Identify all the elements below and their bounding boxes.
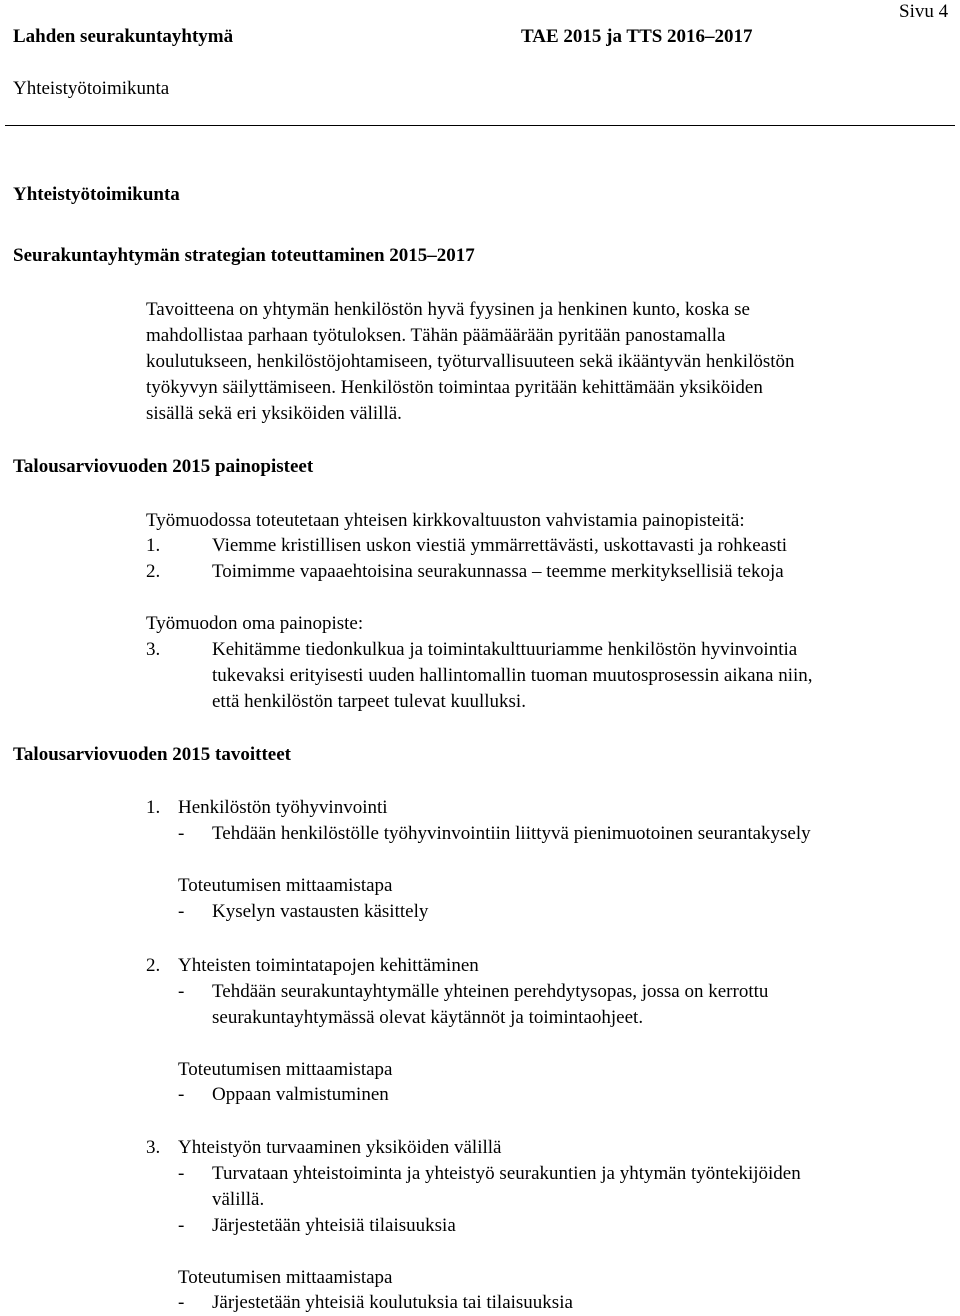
header-page-label: Sivu 4 <box>899 1 949 22</box>
own-focus-label: Työmuodon oma painopiste: <box>146 613 364 634</box>
bullet-dash: - <box>178 1084 185 1105</box>
goal-title: Yhteisten toimintatapojen kehittäminen <box>178 955 479 976</box>
goal-number: 2. <box>146 955 161 976</box>
goal-title: Yhteistyön turvaaminen yksiköiden välillä <box>178 1137 502 1158</box>
own-focus-text: tukevaksi erityisesti uuden hallintomallin tuoman muutosprosessin aikana niin, <box>212 665 813 686</box>
header-organization: Lahden seurakuntayhtymä <box>13 26 234 47</box>
section-title: Yhteistyötoimikunta <box>13 184 180 205</box>
goal-action-text: Tehdään seurakuntayhtymälle yhteinen perehdytysopas, jossa on kerrottu <box>212 981 769 1002</box>
header-divider <box>5 125 955 126</box>
focus-heading: Talousarviovuoden 2015 painopisteet <box>13 456 314 477</box>
goal-action-text: välillä. <box>212 1189 265 1210</box>
bullet-dash: - <box>178 901 185 922</box>
strategy-line: sisällä sekä eri yksiköiden välillä. <box>146 403 402 424</box>
own-focus-text: Kehitämme tiedonkulkua ja toimintakulttuuriamme henkilöstön hyvinvointia <box>212 639 798 660</box>
focus-item-number: 1. <box>146 535 161 556</box>
bullet-dash: - <box>178 1163 185 1184</box>
goal-title: Henkilöstön työhyvinvointi <box>178 797 388 818</box>
bullet-dash: - <box>178 1292 185 1313</box>
goal-measure-text: Kyselyn vastausten käsittely <box>212 901 429 922</box>
goal-action-text: Järjestetään yhteisiä tilaisuuksia <box>212 1215 456 1236</box>
focus-item-text: Viemme kristillisen uskon viestiä ymmärrettävästi, uskottavasti ja rohkeasti <box>212 535 788 556</box>
goal-action-text: Turvataan yhteistoiminta ja yhteistyö seurakuntien ja yhtymän työntekijöiden <box>212 1163 801 1184</box>
focus-intro: Työmuodossa toteutetaan yhteisen kirkkovaltuuston vahvistamia painopisteitä: <box>146 510 745 531</box>
goal-number: 1. <box>146 797 161 818</box>
strategy-heading: Seurakuntayhtymän strategian toteuttaminen 2015–2017 <box>13 245 475 266</box>
own-focus-text: että henkilöstön tarpeet tulevat kuulluksi. <box>212 691 526 712</box>
goal-measure-text: Oppaan valmistuminen <box>212 1084 389 1105</box>
bullet-dash: - <box>178 981 185 1002</box>
goal-number: 3. <box>146 1137 161 1158</box>
goal-action-text: Tehdään henkilöstölle työhyvinvointiin liittyvä pienimuotoinen seurantakysely <box>212 823 811 844</box>
goal-measure-text: Järjestetään yhteisiä koulutuksia tai tilaisuuksia <box>212 1292 573 1313</box>
goals-heading: Talousarviovuoden 2015 tavoitteet <box>13 744 291 765</box>
strategy-line: koulutukseen, henkilöstöjohtamiseen, työturvallisuuteen sekä ikääntyvän henkilöstön <box>146 351 795 372</box>
strategy-paragraph <box>146 297 946 427</box>
focus-item-number: 2. <box>146 561 161 582</box>
header-document-title: TAE 2015 ja TTS 2016–2017 <box>521 26 753 47</box>
goal-action-text: seurakuntayhtymässä olevat käytännöt ja toimintaohjeet. <box>212 1007 644 1028</box>
strategy-line: työkyvyn säilyttämiseen. Henkilöstön toimintaa pyritään kehittämään yksiköiden <box>146 377 763 398</box>
bullet-dash: - <box>178 1215 185 1236</box>
measure-label: Toteutumisen mittaamistapa <box>178 1267 393 1288</box>
focus-item-text: Toimimme vapaaehtoisina seurakunnassa – teemme merkityksellisiä tekoja <box>212 561 784 582</box>
own-focus-number: 3. <box>146 639 161 660</box>
measure-label: Toteutumisen mittaamistapa <box>178 1059 393 1080</box>
header-unit: Yhteistyötoimikunta <box>13 78 170 99</box>
bullet-dash: - <box>178 823 185 844</box>
measure-label: Toteutumisen mittaamistapa <box>178 875 393 896</box>
strategy-line: Tavoitteena on yhtymän henkilöstön hyvä fyysinen ja henkinen kunto, koska se <box>146 299 750 320</box>
strategy-line: mahdollistaa parhaan työtuloksen. Tähän päämäärään pyritään panostamalla <box>146 325 726 346</box>
